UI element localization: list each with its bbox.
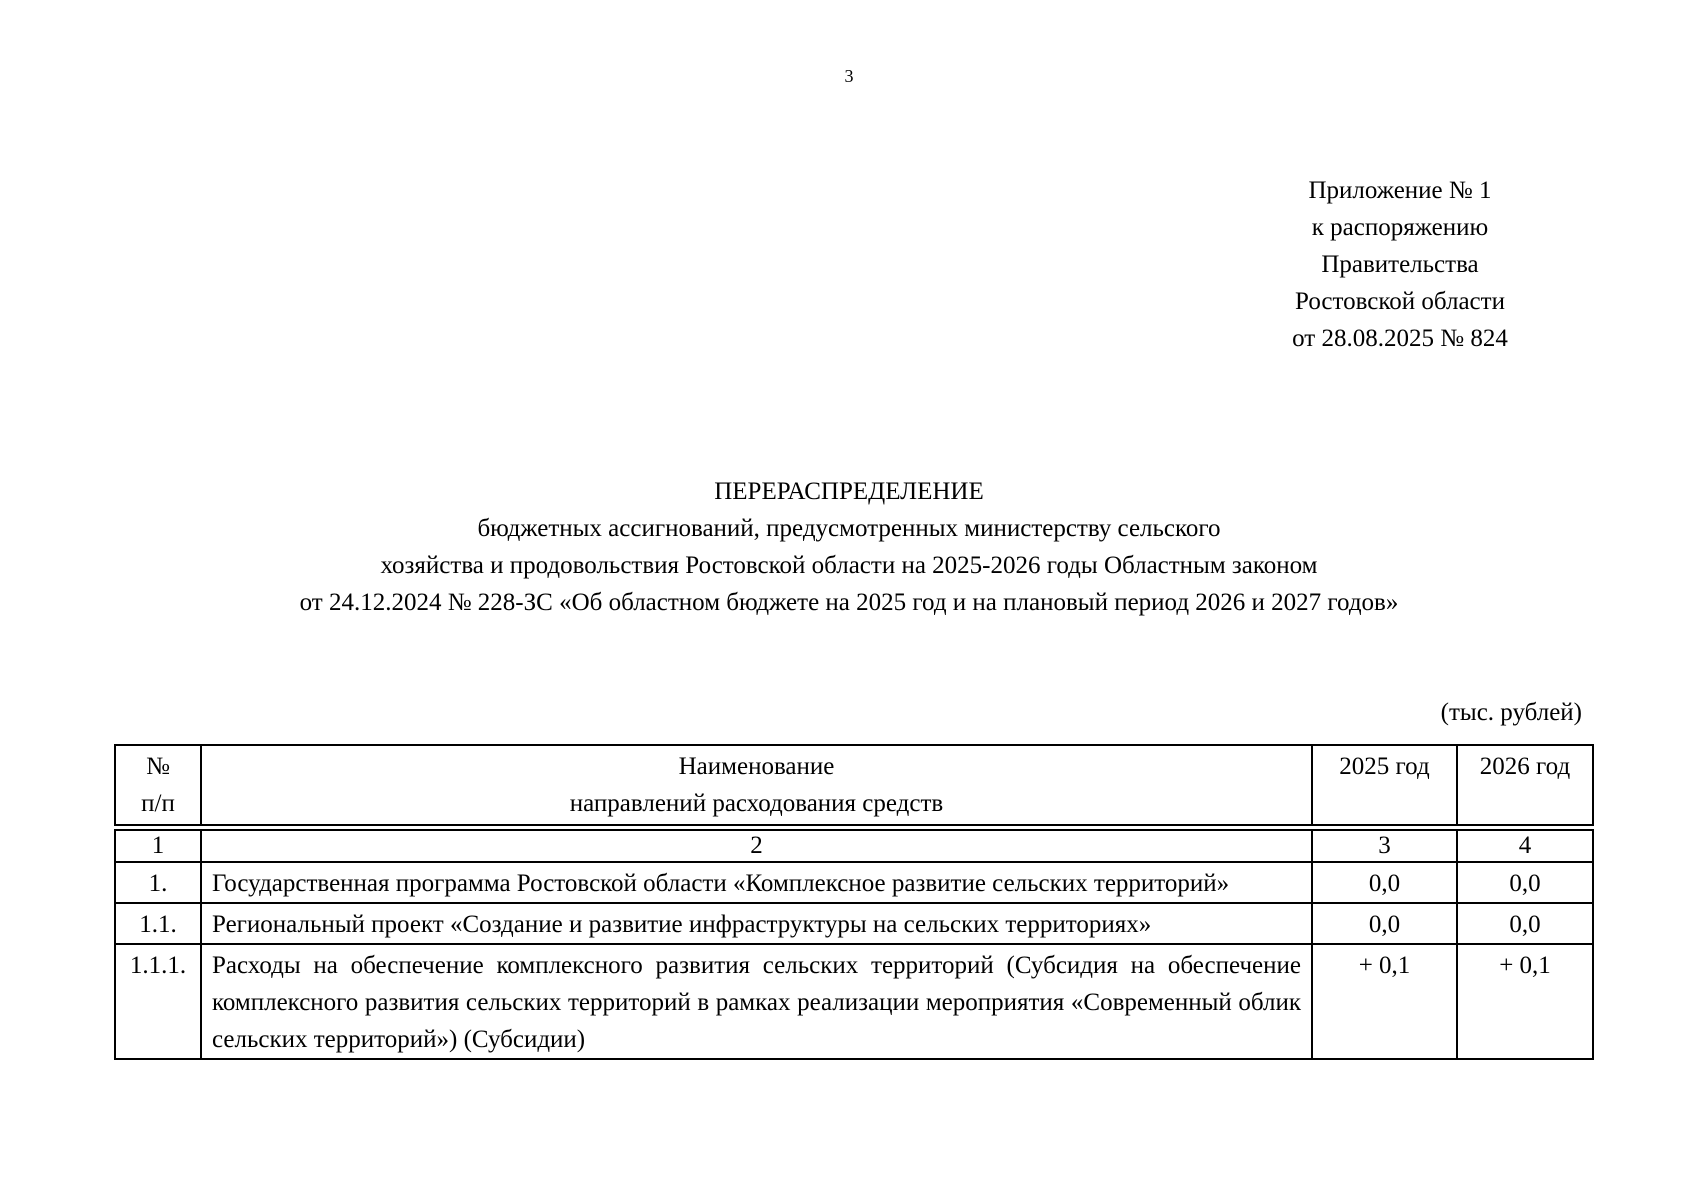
row-value-2026: + 0,1 xyxy=(1457,944,1593,1059)
row-name: Расходы на обеспечение комплексного развития сельских территорий (Субсидия на обеспечение комплексного развития сельских территорий в рамках реализации мероприятия «Современный облик сельских территорий») (Субсидии) xyxy=(201,944,1312,1059)
row-value-2025: 0,0 xyxy=(1312,862,1457,903)
column-number: 3 xyxy=(1312,830,1457,862)
row-value-2025: 0,0 xyxy=(1312,903,1457,944)
budget-table-wrapper xyxy=(114,744,1592,1060)
title-line: бюджетных ассигнований, предусмотренных министерству сельского xyxy=(477,515,1221,542)
appendix-block xyxy=(1260,172,1540,357)
table-row xyxy=(115,862,1593,903)
budget-table xyxy=(114,744,1594,1060)
column-number: 4 xyxy=(1457,830,1593,862)
appendix-line: Ростовской области xyxy=(1295,288,1505,315)
row-value-2025: + 0,1 xyxy=(1312,944,1457,1059)
table-row xyxy=(115,944,1593,1059)
row-value-2026: 0,0 xyxy=(1457,862,1593,903)
title-line: от 24.12.2024 № 228-ЗС «Об областном бюджете на 2025 год и на плановый период 2026 и 2027 годов» xyxy=(299,589,1399,616)
header-number xyxy=(115,745,201,825)
appendix-line: к распоряжению xyxy=(1311,214,1489,241)
header-name-line1: Наименование xyxy=(678,753,835,780)
row-number: 1.1.1. xyxy=(115,944,201,1059)
title-heading: ПЕРЕРАСПРЕДЕЛЕНИЕ xyxy=(714,478,984,505)
header-number-line2: п/п xyxy=(141,790,175,817)
header-name xyxy=(201,745,1312,825)
header-2026: 2026 год xyxy=(1457,745,1593,825)
row-value-2026: 0,0 xyxy=(1457,903,1593,944)
column-number: 2 xyxy=(201,830,1312,862)
units-label: (тыс. рублей) xyxy=(1440,699,1582,726)
title-line: хозяйства и продовольствия Ростовской области на 2025-2026 годы Областным законом xyxy=(380,552,1318,579)
column-numbers-row xyxy=(115,830,1593,862)
document-title xyxy=(0,473,1698,621)
table-header-row xyxy=(115,745,1593,825)
appendix-line: Приложение № 1 xyxy=(1308,177,1492,204)
header-2025: 2025 год xyxy=(1312,745,1457,825)
row-number: 1. xyxy=(115,862,201,903)
page-number: 3 xyxy=(844,66,854,86)
header-number-line1: № xyxy=(146,753,170,780)
row-name: Региональный проект «Создание и развитие инфраструктуры на сельских территориях» xyxy=(201,903,1312,944)
column-number: 1 xyxy=(115,830,201,862)
table-row xyxy=(115,903,1593,944)
header-name-line2: направлений расходования средств xyxy=(569,790,944,817)
appendix-line: от 28.08.2025 № 824 xyxy=(1292,325,1508,352)
row-number: 1.1. xyxy=(115,903,201,944)
row-name: Государственная программа Ростовской области «Комплексное развитие сельских территорий» xyxy=(201,862,1312,903)
appendix-line: Правительства xyxy=(1321,251,1479,278)
